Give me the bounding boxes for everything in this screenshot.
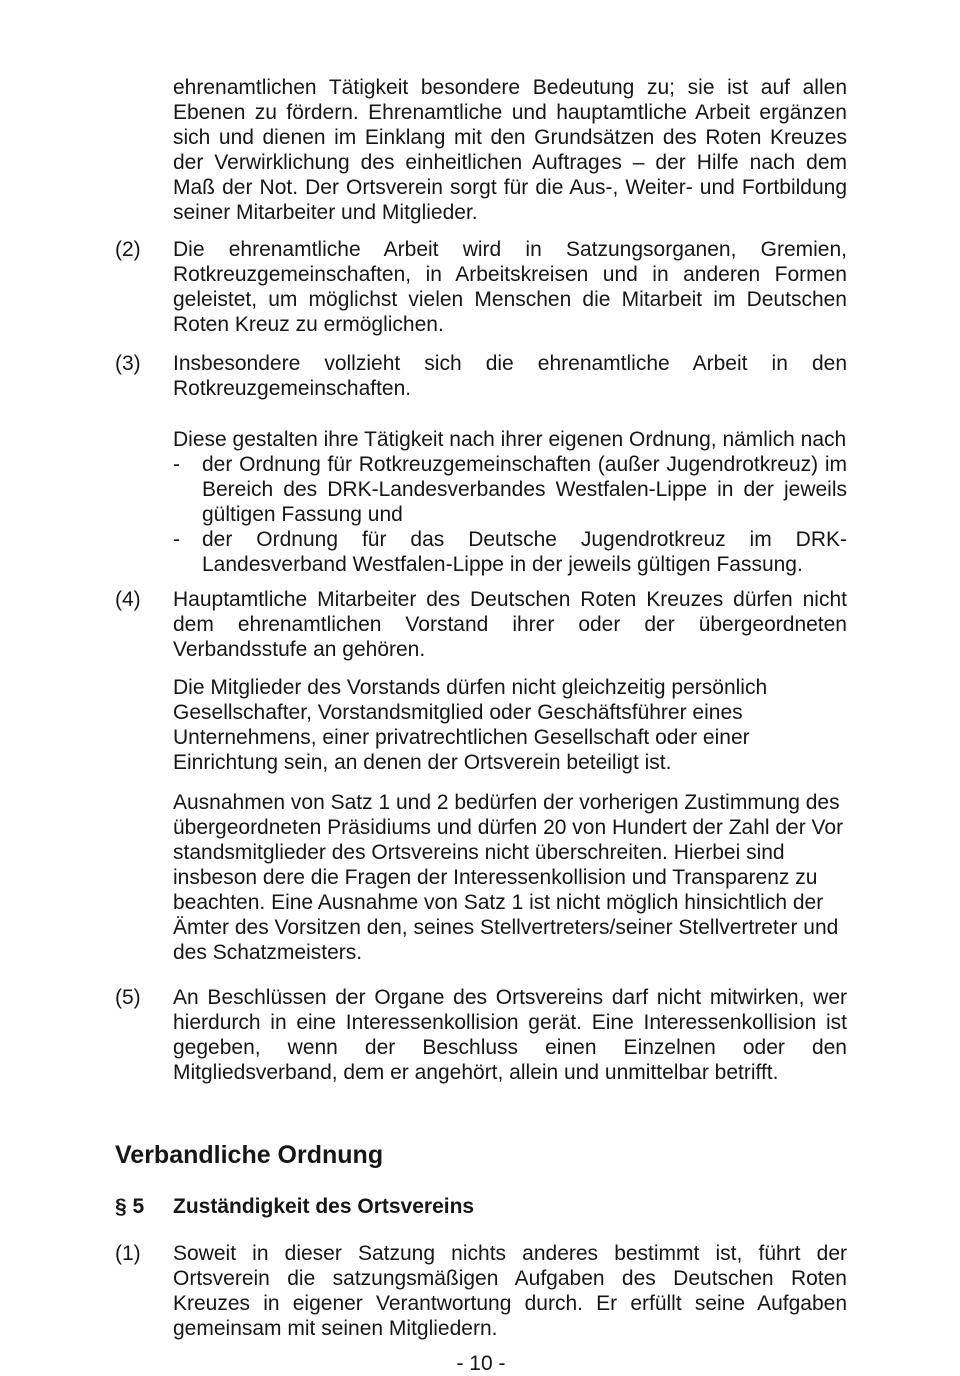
paragraph-text: Soweit in dieser Satzung nichts anderes bestimmt ist, führt der Ortsverein die satzungsmäßigen Aufgaben des Deutschen Roten Kreuzes in eigener Verantwortung durch. Er erfüllt seine Aufgaben gemeinsam mit seinen Mitgliedern.: [173, 1242, 847, 1340]
chapter-heading: Verbandliche Ordnung: [115, 1141, 384, 1169]
paragraph-text: Die ehrenamtliche Arbeit wird in Satzungsorganen, Gremien, Rotkreuzgemeinschaften, in Arbeitskreisen und in anderen Formen geleistet, um möglichst vielen Menschen die Mitarbeit im Deutschen Roten Kreuz zu ermöglichen.: [173, 238, 847, 336]
section-title: Zuständigkeit des Ortsvereins: [173, 1195, 475, 1218]
dash-item-text: der Ordnung für Rotkreuzgemeinschaften (außer Jugendrotkreuz) im Bereich des DRK-Landesverbandes Westfalen-Lippe in der jeweils gültigen Fassung und: [202, 453, 847, 526]
paragraph-list-intro: Diese gestalten ihre Tätigkeit nach ihrer eigenen Ordnung, nämlich nach: [173, 428, 847, 451]
paragraph-number: (2): [115, 238, 141, 261]
paragraph-number: (3): [115, 352, 141, 375]
numbered-paragraph-5: [115, 985, 847, 1085]
section-number: § 5: [115, 1195, 145, 1218]
paragraph-vorstand: Die Mitglieder des Vorstands dürfen nicht gleichzeitig persönlich Gesellschafter, Vorstandsmitglied oder Geschäftsführer eines Unternehmens, einer privatrechtlichen Gesellschaft oder einer Einrichtung sein, an denen der Ortsverein beteiligt ist.: [173, 676, 768, 774]
paragraph-continuation: ehrenamtlichen Tätigkeit besondere Bedeutung zu; sie ist auf allen Ebenen zu fördern. Ehrenamtliche und hauptamtliche Arbeit ergänzen sich und dienen im Einklang mit den Grundsätzen des Roten Kreuzes der Verwirklichung des einheitlichen Auftrages – der Hilfe nach dem Maß der Not. Der Ortsverein sorgt für die Aus-, Weiter- und Fortbildung seiner Mitarbeiter und Mitglieder.: [173, 76, 847, 224]
dash-list-item: [173, 527, 847, 577]
dash-list-item: [173, 452, 847, 527]
numbered-paragraph-1: [115, 1241, 847, 1341]
numbered-paragraph-4: [115, 587, 847, 662]
dash-marker: -: [173, 453, 180, 476]
paragraph-text: Insbesondere vollzieht sich die ehrenamtliche Arbeit in den Rotkreuzgemeinschaften.: [173, 352, 847, 400]
numbered-paragraph-2: [115, 237, 847, 337]
dash-item-text: der Ordnung für das Deutsche Jugendrotkreuz im DRK-Landesverband Westfalen-Lippe in der jeweils gültigen Fassung.: [202, 528, 847, 576]
dash-marker: -: [173, 528, 180, 551]
paragraph-number: (1): [115, 1242, 141, 1265]
section-heading: [115, 1194, 847, 1220]
numbered-paragraph-3: [115, 351, 847, 401]
paragraph-number: (5): [115, 986, 141, 1009]
page-number: - 10 -: [456, 1352, 506, 1375]
paragraph-text: Hauptamtliche Mitarbeiter des Deutschen Roten Kreuzes dürfen nicht dem ehrenamtlichen Vorstand ihrer oder der übergeordneten Verbandsstufe an gehören.: [173, 588, 847, 661]
paragraph-text: An Beschlüssen der Organe des Ortsvereins darf nicht mitwirken, wer hierdurch in eine Interessenkollision gerät. Eine Interessenkollision ist gegeben, wenn der Beschluss einen Einzelnen oder den Mitgliedsverband, dem er angehört, allein und unmittelbar betrifft.: [173, 986, 847, 1084]
paragraph-ausnahmen: Ausnahmen von Satz 1 und 2 bedürfen der vorherigen Zustimmung des übergeordneten Präsidiums und dürfen 20 von Hundert der Zahl der Vor standsmitglieder des Ortsvereins nicht überschreiten. Hierbei sind insbeson dere die Fragen der Interessenkollision und Transparenz zu beachten. Eine Ausnahme von Satz 1 ist nicht möglich hinsichtlich der Ämter des Vorsitzen den, seines Stellvertreters/seiner Stellvertreter und des Schatzmeisters.: [173, 791, 844, 964]
paragraph-number: (4): [115, 588, 141, 611]
